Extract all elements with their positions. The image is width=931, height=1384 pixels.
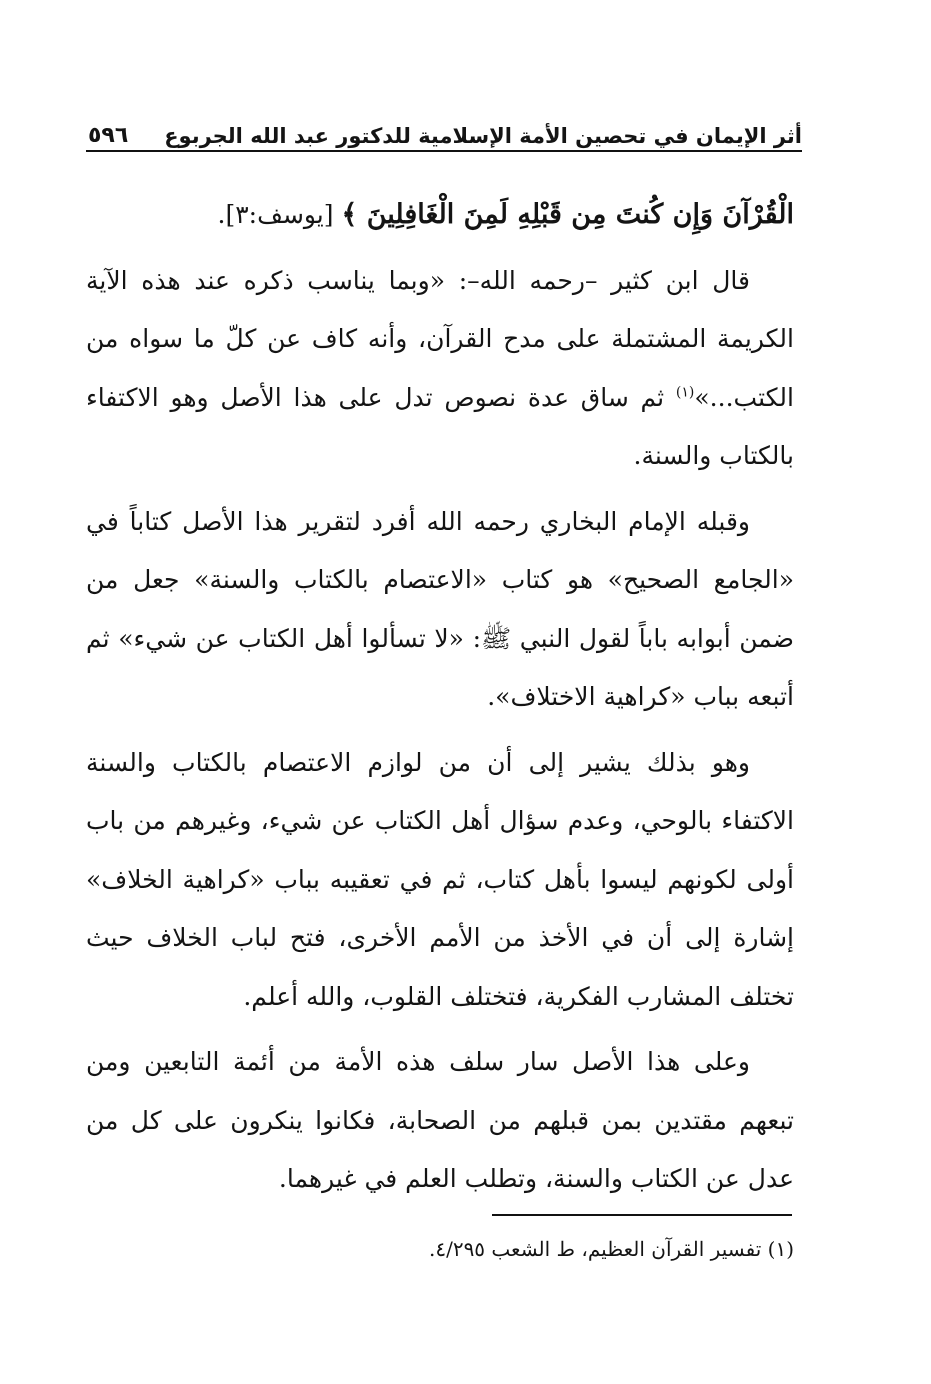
- running-header: [88, 108, 802, 148]
- footnote: (١) تفسير القرآن العظيم، ط الشعب ٤/٢٩٥.: [428, 1237, 794, 1261]
- footnote-divider: [492, 1214, 792, 1216]
- page-number: ٥٩٦: [88, 123, 129, 148]
- paragraph-text: ثم ساق عدة نصوص تدل على هذا الأصل وهو الاكتفاء بالكتاب والسنة.: [86, 382, 794, 470]
- footnote-marker: (١): [675, 384, 695, 401]
- quran-verse: الْقُرْآنَ وَإِن كُنتَ مِن قَبْلِهِ لَمِنَ الْغَافِلِينَ ﴾: [341, 199, 794, 230]
- paragraph-ibn-kathir: [86, 252, 794, 486]
- verse-paragraph: [86, 186, 794, 245]
- paragraph-text: قال ابن كثير –رحمه الله–: «وبما يناسب ذكره عند هذه الآية الكريمة المشتملة على مدح القرآن، وأنه كاف عن كلّ ما سواه من الكتب...»: [86, 265, 794, 412]
- paragraph-explanation: وهو بذلك يشير إلى أن من لوازم الاعتصام بالكتاب والسنة الاكتفاء بالوحي، وعدم سؤال أهل الكتاب عن شيء، وغيرهم من باب أولى لكونهم ليسوا بأهل كتاب، ثم في تعقيبه بباب «كراهية الخلاف» إشارة إلى أن في الأخذ من الأمم الأخرى، فتح لباب الخلاف حيث تختلف المشارب الفكرية، فتختلف القلوب، والله أعلم.: [86, 747, 794, 1011]
- header-title: أثر الإيمان في تحصين الأمة الإسلامية للدكتور عبد الله الجربوع: [164, 124, 802, 148]
- verse-reference: [يوسف:٣].: [217, 200, 334, 229]
- header-divider: [86, 150, 802, 152]
- main-text: [86, 186, 794, 1209]
- paragraph-bukhari: وقبله الإمام البخاري رحمه الله أفرد لتقرير هذا الأصل كتاباً في «الجامع الصحيح» هو كتاب «الاعتصام بالكتاب والسنة» جعل من ضمن أبوابه باباً لقول النبي ﷺ: «لا تسألوا أهل الكتاب عن شيء» ثم أتبعه بباب «كراهية الاختلاف».: [86, 506, 794, 711]
- paragraph-salaf: وعلى هذا الأصل سار سلف هذه الأمة من أئمة التابعين ومن تبعهم مقتدين بمن قبلهم من الصحابة، فكانوا ينكرون على كل من عدل عن الكتاب والسنة، وتطلب العلم في غيرهما.: [86, 1047, 794, 1193]
